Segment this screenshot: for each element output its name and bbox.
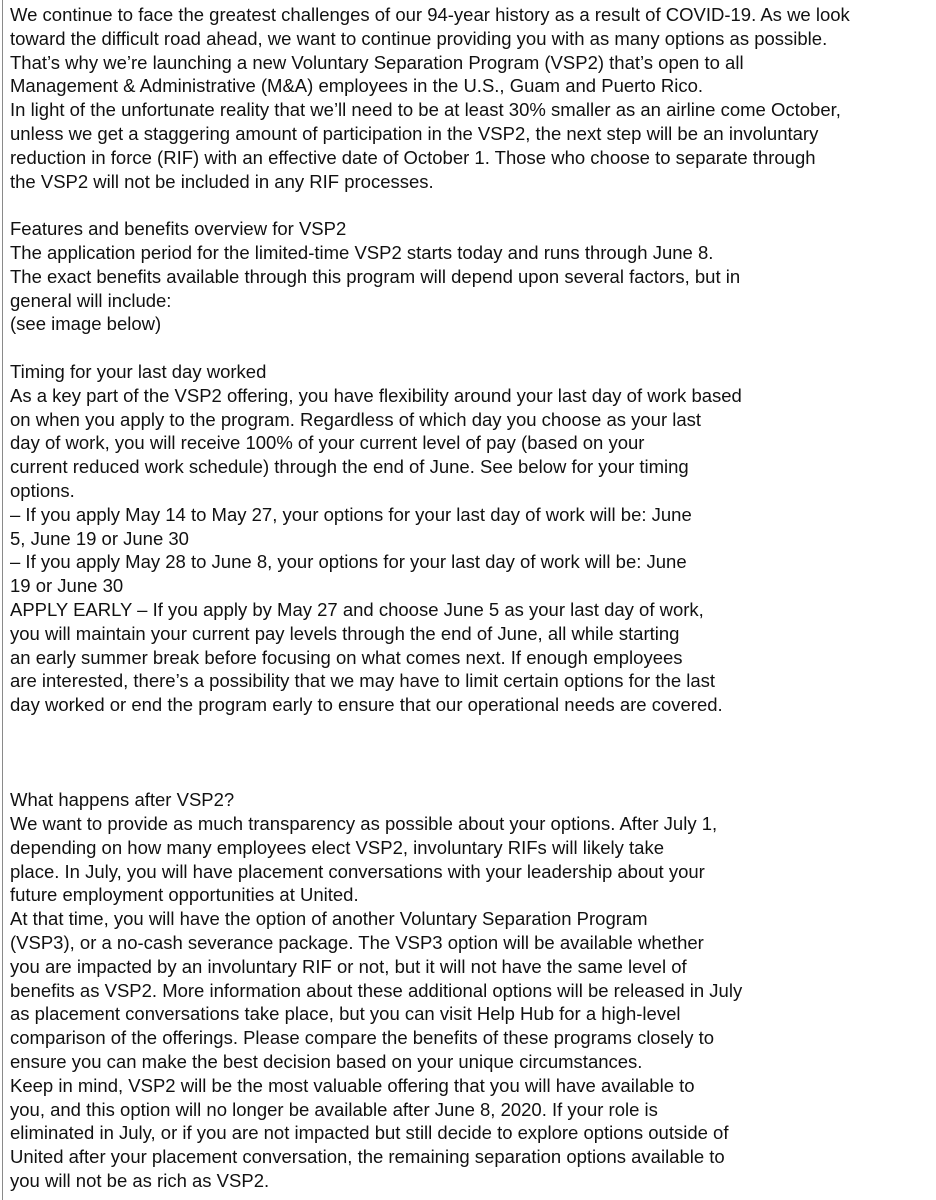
text-line: as placement conversations take place, but you can visit Help Hub for a high-level bbox=[10, 1003, 681, 1025]
text-line: The exact benefits available through this program will depend upon several factors, but in bbox=[10, 265, 741, 287]
text-line: you will maintain your current pay levels through the end of June, all while starting bbox=[10, 622, 680, 644]
text-line: In light of the unfortunate reality that we’ll need to be at least 30% smaller as an airline come October, bbox=[10, 99, 841, 121]
text-line: We continue to face the greatest challenges of our 94-year history as a result of COVID-19. As we look bbox=[10, 4, 850, 25]
timing-section bbox=[10, 360, 930, 717]
text-line: eliminated in July, or if you are not impacted but still decide to explore options outside of bbox=[10, 1122, 729, 1144]
text-line: depending on how many employees elect VSP2, involuntary RIFs will likely take bbox=[10, 836, 664, 858]
text-line: place. In July, you will have placement conversations with your leadership about your bbox=[10, 860, 705, 882]
after-section bbox=[10, 788, 930, 1193]
spacer bbox=[10, 193, 930, 217]
features-section bbox=[10, 217, 930, 336]
text-line: general will include: bbox=[10, 289, 172, 311]
text-line: – If you apply May 14 to May 27, your options for your last day of work will be: June bbox=[10, 503, 692, 525]
text-line: unless we get a staggering amount of participation in the VSP2, the next step will be an involuntary bbox=[10, 122, 819, 144]
section-heading: Timing for your last day worked bbox=[10, 360, 267, 382]
text-line: toward the difficult road ahead, we want to continue providing you with as many options as possible. bbox=[10, 27, 828, 49]
text-line: APPLY EARLY – If you apply by May 27 and choose June 5 as your last day of work, bbox=[10, 598, 704, 620]
spacer bbox=[10, 741, 930, 765]
text-line: you will not be as rich as VSP2. bbox=[10, 1170, 270, 1192]
text-line: Management & Administrative (M&A) employees in the U.S., Guam and Puerto Rico. bbox=[10, 75, 704, 97]
text-line: you, and this option will no longer be available after June 8, 2020. If your role is bbox=[10, 1098, 658, 1120]
text-line: options. bbox=[10, 479, 75, 501]
text-line: 19 or June 30 bbox=[10, 575, 124, 597]
section-heading: Features and benefits overview for VSP2 bbox=[10, 218, 347, 240]
section-heading: What happens after VSP2? bbox=[10, 789, 235, 811]
text-line: current reduced work schedule) through the end of June. See below for your timing bbox=[10, 456, 689, 478]
text-line: Keep in mind, VSP2 will be the most valuable offering that you will have available to bbox=[10, 1074, 695, 1096]
text-line: reduction in force (RIF) with an effective date of October 1. Those who choose to separate through bbox=[10, 146, 816, 168]
text-line: you are impacted by an involuntary RIF or not, but it will not have the same level of bbox=[10, 955, 687, 977]
text-line: day worked or end the program early to ensure that our operational needs are covered. bbox=[10, 694, 723, 716]
text-line: We want to provide as much transparency as possible about your options. After July 1, bbox=[10, 813, 718, 835]
text-line: the VSP2 will not be included in any RIF processes. bbox=[10, 170, 434, 192]
text-line: day of work, you will receive 100% of your current level of pay (based on your bbox=[10, 432, 645, 454]
spacer bbox=[10, 336, 930, 360]
text-line: an early summer break before focusing on what comes next. If enough employees bbox=[10, 646, 683, 668]
spacer bbox=[10, 765, 930, 789]
text-line: are interested, there’s a possibility that we may have to limit certain options for the last bbox=[10, 670, 716, 692]
text-line: – If you apply May 28 to June 8, your options for your last day of work will be: June bbox=[10, 551, 687, 573]
text-line: comparison of the offerings. Please compare the benefits of these programs closely to bbox=[10, 1027, 715, 1049]
spacer bbox=[10, 717, 930, 741]
text-line: As a key part of the VSP2 offering, you have flexibility around your last day of work based bbox=[10, 384, 742, 406]
intro-paragraph bbox=[10, 3, 930, 193]
text-line: (see image below) bbox=[10, 313, 162, 335]
text-line: benefits as VSP2. More information about these additional options will be released in July bbox=[10, 979, 743, 1001]
text-line: At that time, you will have the option of another Voluntary Separation Program bbox=[10, 908, 648, 930]
text-line: That’s why we’re launching a new Voluntary Separation Program (VSP2) that’s open to all bbox=[10, 51, 744, 73]
text-line: 5, June 19 or June 30 bbox=[10, 527, 189, 549]
text-line: United after your placement conversation, the remaining separation options available to bbox=[10, 1146, 725, 1168]
text-line: (VSP3), or a no-cash severance package. The VSP3 option will be available whether bbox=[10, 932, 704, 954]
text-line: The application period for the limited-time VSP2 starts today and runs through June 8. bbox=[10, 241, 714, 263]
text-line: ensure you can make the best decision based on your unique circumstances. bbox=[10, 1051, 643, 1073]
text-line: future employment opportunities at United. bbox=[10, 884, 359, 906]
text-line: on when you apply to the program. Regardless of which day you choose as your last bbox=[10, 408, 702, 430]
